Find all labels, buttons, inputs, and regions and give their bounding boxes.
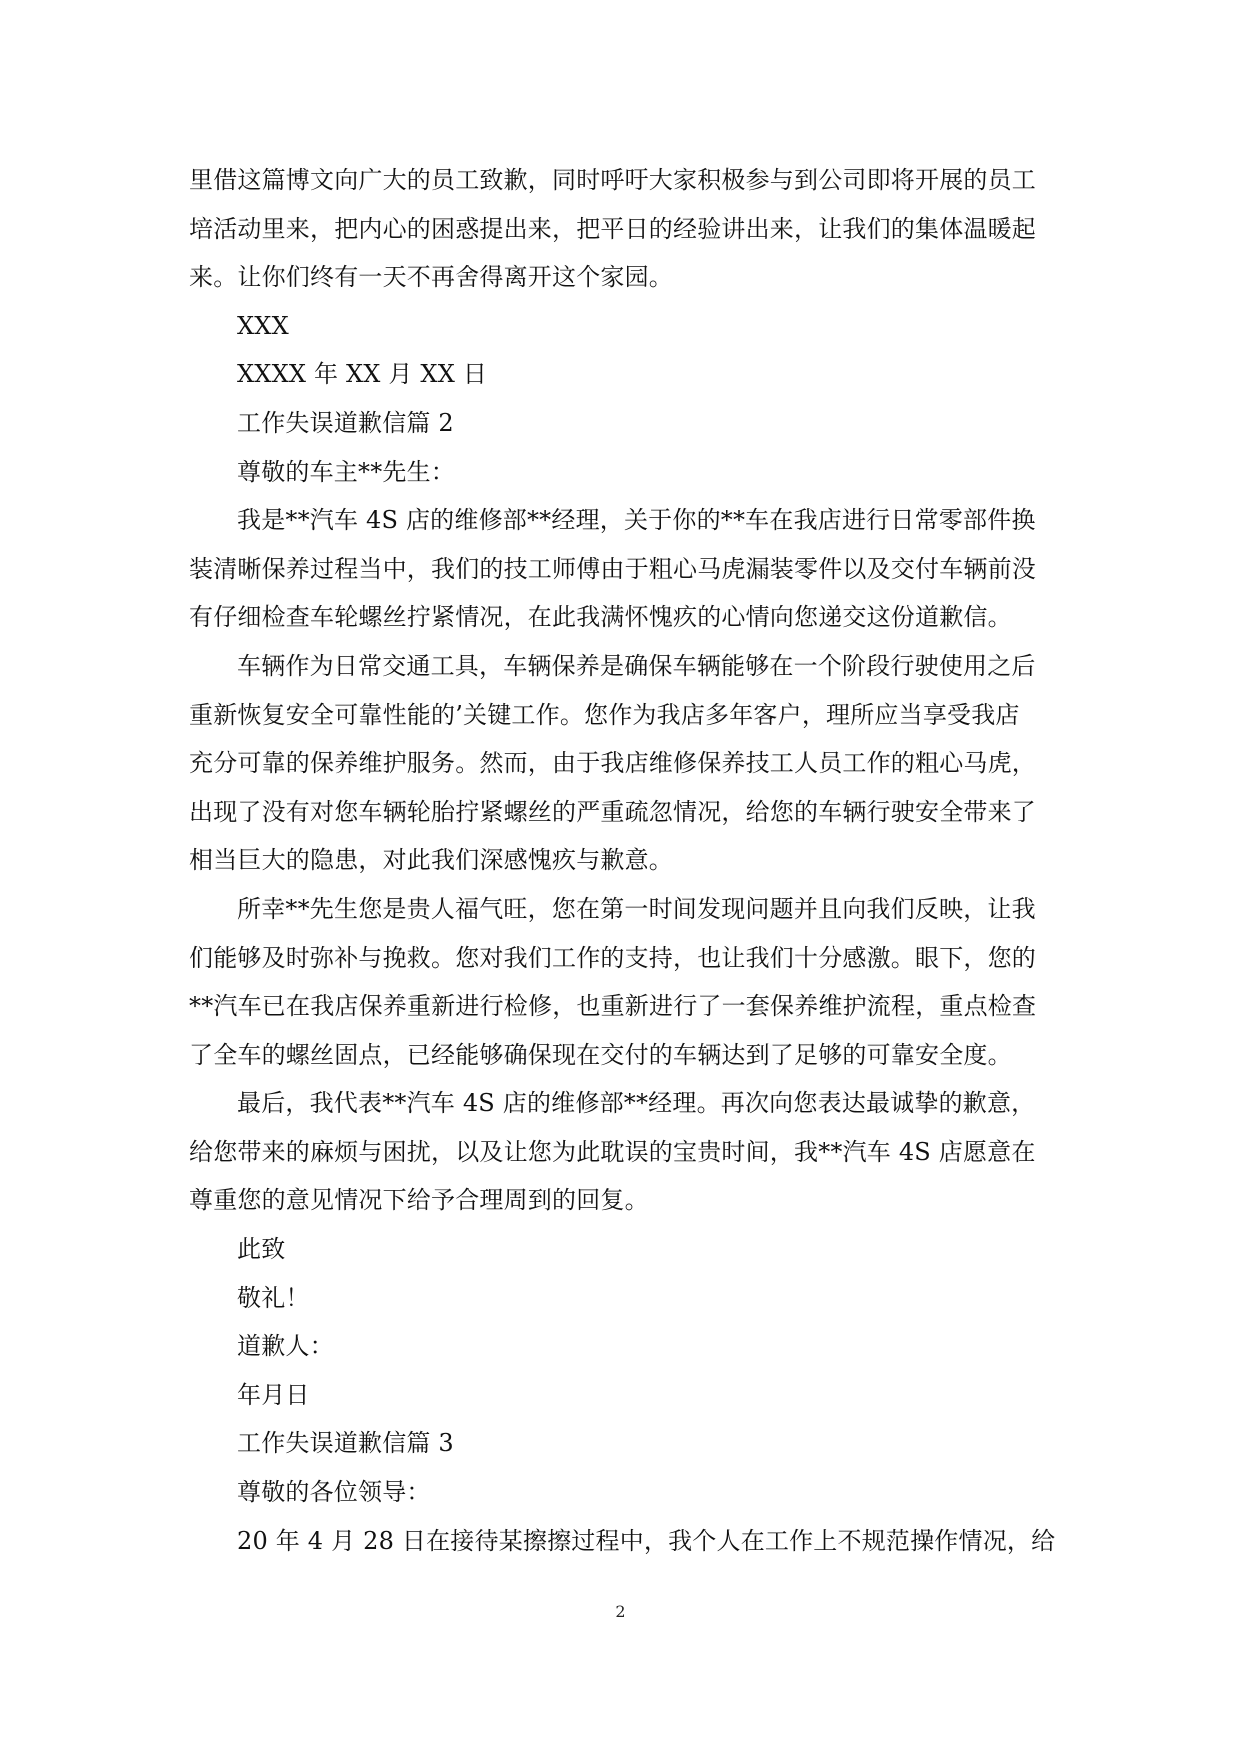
paragraph-line: 尊重您的意见情况下给予合理周到的回复。 <box>189 1186 649 1215</box>
paragraph-line: 我是**汽车 4S 店的维修部**经理，关于你的**车在我店进行日常零部件换 <box>237 506 1036 535</box>
paragraph-line: 充分可靠的保养维护服务。然而，由于我店维修保养技工人员工作的粗心马虎， <box>189 749 1036 778</box>
signature-name: XXX <box>237 311 289 340</box>
paragraph-line: 给您带来的麻烦与困扰，以及让您为此耽误的宝贵时间，我**汽车 4S 店愿意在 <box>189 1137 1036 1166</box>
paragraph-line: 所幸**先生您是贵人福气旺，您在第一时间发现问题并且向我们反映，让我 <box>237 894 1036 923</box>
section-heading: 工作失误道歉信篇 2 <box>237 408 454 437</box>
date-label: 年月日 <box>237 1380 310 1409</box>
paragraph-line: 里借这篇博文向广大的员工致歉，同时呼吁大家积极参与到公司即将开展的员工 <box>189 166 1036 194</box>
paragraph-line: 重新恢复安全可靠性能的’关键工作。您作为我店多年客户，理所应当享受我店 <box>189 700 1020 729</box>
paragraph-line: 有仔细检查车轮螺丝拧紧情况，在此我满怀愧疚的心情向您递交这份道歉信。 <box>189 603 1012 632</box>
salutation: 尊敬的车主**先生： <box>237 457 455 486</box>
paragraph-line: 培活动里来，把内心的困惑提出来，把平日的经验讲出来，让我们的集体温暖起 <box>189 214 1036 243</box>
paragraph-line: 来。让你们终有一天不再舍得离开这个家园。 <box>189 263 673 292</box>
paragraph-line: 出现了没有对您车辆轮胎拧紧螺丝的严重疏忽情况，给您的车辆行驶安全带来了 <box>189 797 1036 826</box>
section-heading: 工作失误道歉信篇 3 <box>237 1429 454 1458</box>
paragraph-line: **汽车已在我店保养重新进行检修，也重新进行了一套保养维护流程，重点检查 <box>189 992 1037 1021</box>
signature-date: XXXX 年 XX 月 XX 日 <box>237 360 488 389</box>
paragraph-line: 相当巨大的隐患，对此我们深感愧疚与歉意。 <box>189 846 673 875</box>
page-number: 2 <box>615 1602 626 1621</box>
paragraph-line: 最后，我代表**汽车 4S 店的维修部**经理。再次向您表达最诚挚的歉意， <box>237 1089 1036 1118</box>
paragraph-line: 20 年 4 月 28 日在接待某擦擦过程中，我个人在工作上不规范操作情况，给 <box>237 1526 1056 1555</box>
paragraph-line: 们能够及时弥补与挽救。您对我们工作的支持，也让我们十分感激。眼下，您的 <box>189 943 1036 972</box>
paragraph-line: 了全车的螺丝固点，已经能够确保现在交付的车辆达到了足够的可靠安全度。 <box>189 1040 1012 1069</box>
signer-label: 道歉人： <box>237 1332 334 1361</box>
closing-line: 敬礼！ <box>237 1283 310 1312</box>
paragraph-line: 装清晰保养过程当中，我们的技工师傅由于粗心马虎漏装零件以及交付车辆前没 <box>189 554 1036 583</box>
document-body <box>189 156 1056 1565</box>
paragraph-line: 车辆作为日常交通工具，车辆保养是确保车辆能够在一个阶段行驶使用之后 <box>237 651 1036 680</box>
closing-line: 此致 <box>237 1235 286 1264</box>
salutation: 尊敬的各位领导： <box>237 1478 431 1507</box>
